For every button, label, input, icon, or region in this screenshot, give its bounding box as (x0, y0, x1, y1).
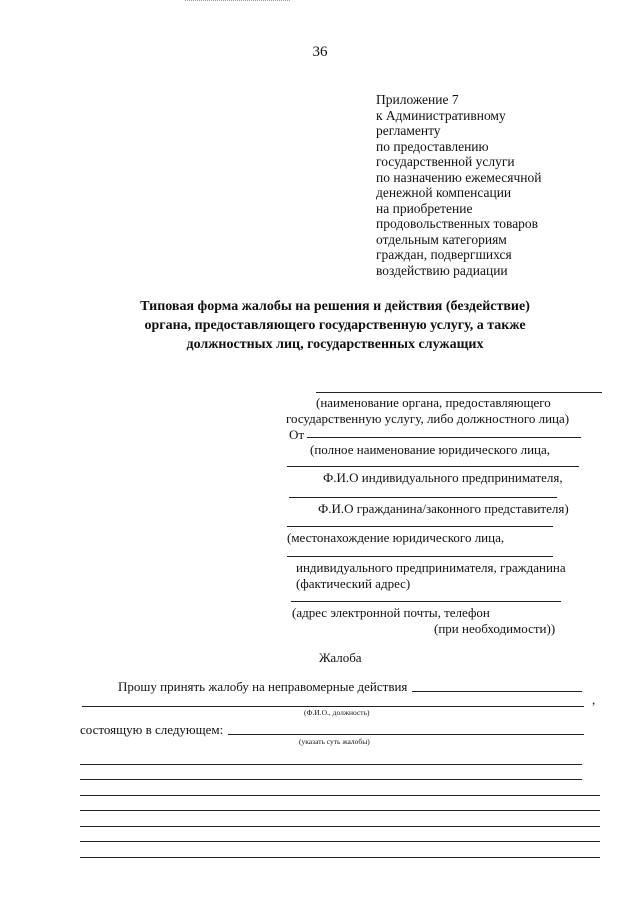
essence-line[interactable] (80, 810, 600, 811)
entrepreneur-field[interactable] (287, 466, 579, 467)
person-field[interactable] (82, 706, 584, 707)
body-name-field[interactable] (316, 392, 602, 393)
location-hint-2: индивидуального предпринимателя, гражданина (296, 560, 566, 575)
location-hint-3: (фактический адрес) (296, 576, 411, 591)
appendix-line: граждан, подвергшихся (376, 247, 512, 262)
from-field[interactable] (307, 437, 581, 438)
appendix-line: Приложение 7 (376, 92, 459, 107)
location-hint-1: (местонахождение юридического лица, (287, 530, 505, 545)
citizen-hint: Ф.И.О гражданина/законного представителя) (318, 501, 569, 516)
essence-line[interactable] (80, 779, 582, 780)
consisting-label: состоящую в следующем: (80, 722, 224, 737)
appendix-line: денежной компенсации (376, 185, 512, 200)
request-comma: , (592, 692, 596, 707)
appendix-line: государственной услуги (376, 154, 515, 169)
legal-name-hint: (полное наименование юридического лица, (310, 442, 551, 457)
form-title (100, 297, 570, 354)
essence-line[interactable] (80, 841, 600, 842)
request-text: Прошу принять жалобу на неправомерные действия (118, 679, 408, 694)
body-name-hint-1: (наименование органа, предоставляющего (316, 395, 551, 410)
contact-hint-1: (адрес электронной почты, телефон (292, 605, 490, 620)
essence-line[interactable] (80, 826, 600, 827)
appendix-line: на приобретение (376, 200, 473, 216)
title-line: должностных лиц, государственных служащих (186, 337, 484, 352)
title-line: Типовая форма жалобы на решения и действия (бездействие) (140, 299, 530, 314)
essence-line[interactable] (80, 795, 600, 796)
essence-line[interactable] (80, 857, 600, 858)
appendix-line: регламенту (376, 123, 441, 138)
request-field[interactable] (412, 691, 582, 692)
page-number: 36 (312, 44, 328, 60)
from-label: От (289, 427, 305, 442)
complaint-heading: Жалоба (319, 650, 362, 665)
person-hint: (Ф.И.О., должность) (304, 708, 370, 717)
appendix-line: отдельным категориям (376, 231, 507, 247)
location-field[interactable] (287, 526, 553, 527)
appendix-line: воздействию радиации (376, 262, 508, 278)
appendix-line: по предоставлению (376, 138, 489, 154)
entrepreneur-hint: Ф.И.О индивидуального предпринимателя, (323, 470, 563, 485)
contact-hint-2: (при необходимости)) (434, 621, 556, 636)
essence-line[interactable] (80, 764, 582, 765)
location-field-2[interactable] (287, 556, 553, 557)
top-scan-mark (185, 0, 290, 1)
appendix-line: продовольственных товаров (376, 216, 539, 231)
title-line: органа, предоставляющего государственную услугу, а также (144, 318, 526, 333)
essence-hint: (указать суть жалобы) (299, 737, 370, 746)
body-name-hint-2: государственную услугу, либо должностного лица) (286, 411, 570, 426)
appendix-block (376, 92, 606, 278)
appendix-line: к Административному (376, 107, 506, 123)
appendix-line: по назначению ежемесячной (376, 169, 542, 185)
citizen-field[interactable] (289, 497, 557, 498)
essence-field[interactable] (228, 734, 584, 735)
contact-field[interactable] (291, 601, 561, 602)
